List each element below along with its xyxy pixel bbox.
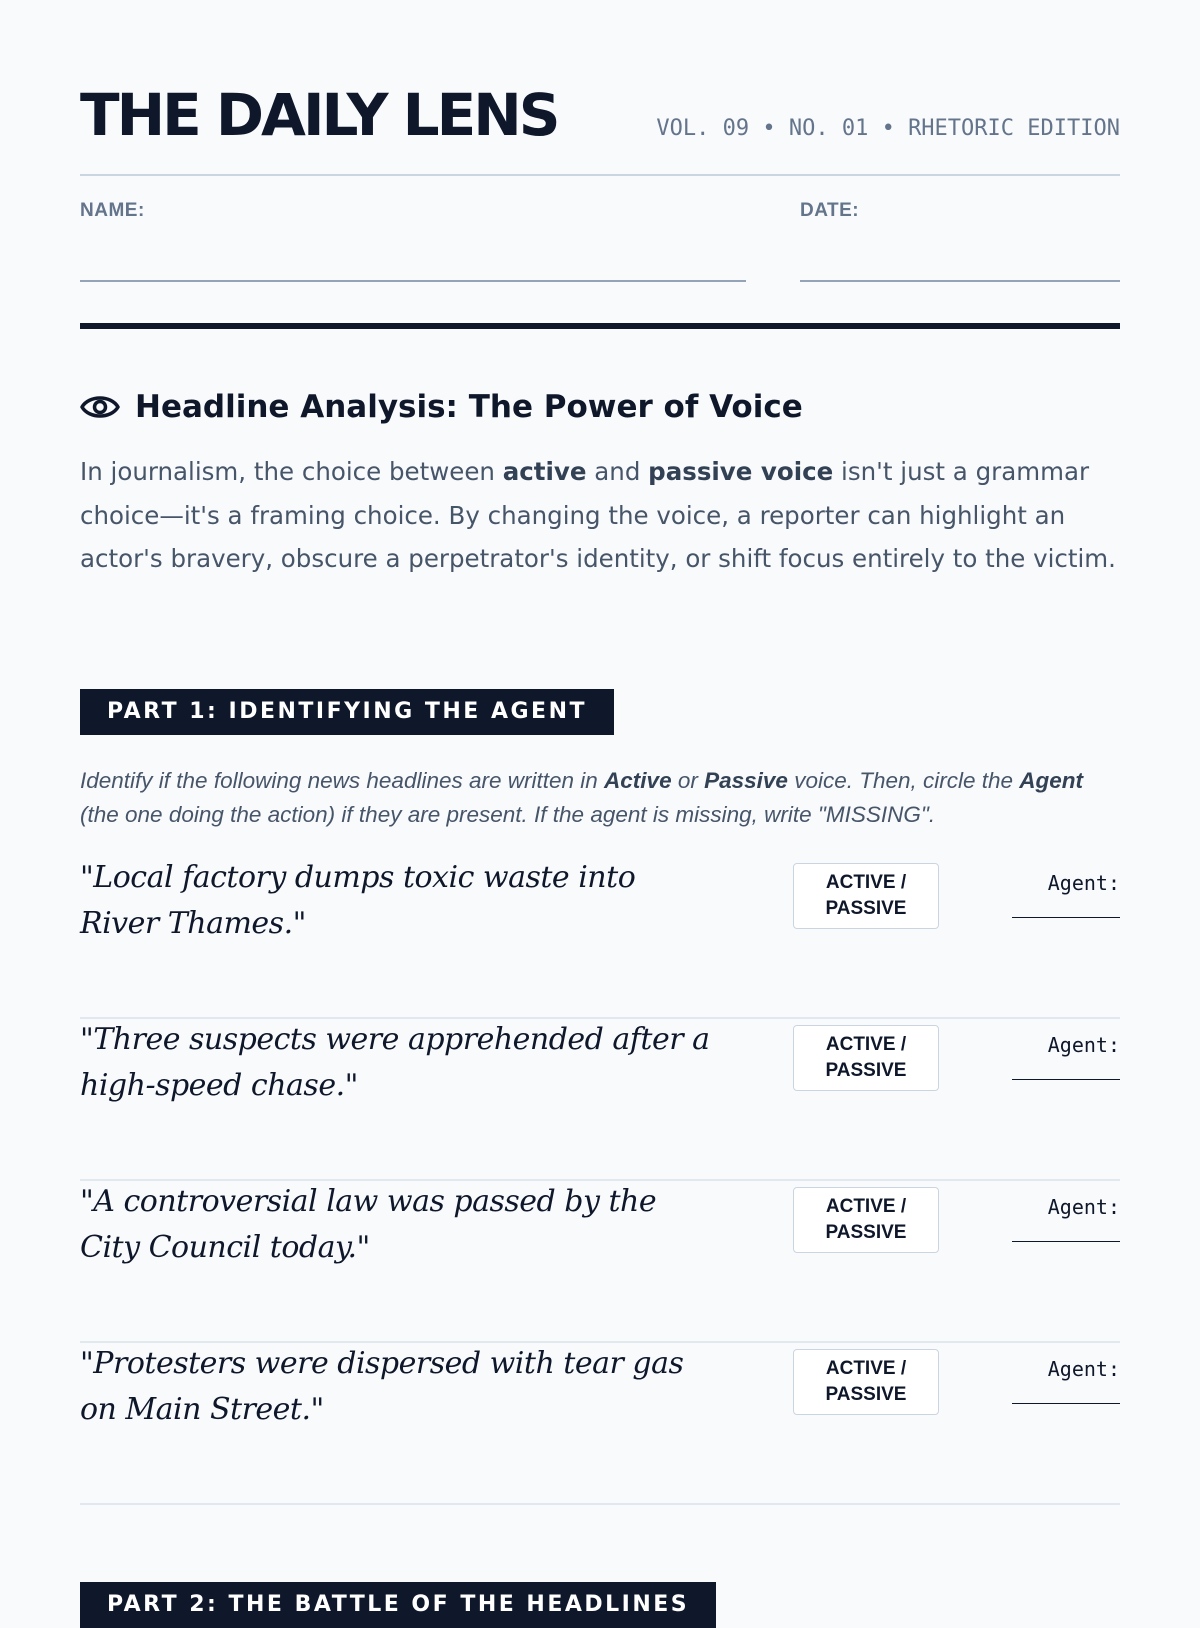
- section-title: Headline Analysis: The Power of Voice: [135, 389, 803, 425]
- masthead: [80, 82, 1120, 176]
- part2-badge: PART 2: THE BATTLE OF THE HEADLINES: [80, 1582, 716, 1628]
- instructions-text: or: [671, 768, 705, 793]
- part1-badge: PART 1: IDENTIFYING THE AGENT: [80, 689, 614, 735]
- date-field[interactable]: [800, 280, 1120, 282]
- heavy-divider: [80, 323, 1120, 329]
- headline-text: "Three suspects were apprehended after a high-speed chase.": [80, 1022, 710, 1103]
- voice-choice-box[interactable]: ACTIVE / PASSIVE: [793, 1187, 939, 1253]
- agent-answer-line[interactable]: [1012, 1403, 1120, 1404]
- edition-line: VOL. 09 • NO. 01 • RHETORIC EDITION: [656, 116, 1120, 141]
- instructions-emphasis: Agent: [1019, 768, 1084, 793]
- voice-choice-box[interactable]: ACTIVE / PASSIVE: [793, 1349, 939, 1415]
- eye-icon: [80, 391, 120, 423]
- instructions-text: voice. Then, circle the: [787, 768, 1020, 793]
- agent-label: Agent:: [1047, 871, 1120, 895]
- intro-paragraph: [80, 450, 1120, 581]
- voice-choice-box[interactable]: ACTIVE / PASSIVE: [793, 863, 939, 929]
- instructions-text: (the one doing the action) if they are present. If the agent is missing, write "MISSING".: [80, 802, 936, 827]
- agent-answer-line[interactable]: [1012, 917, 1120, 918]
- publication-logo: THE DAILY LENS: [80, 81, 558, 149]
- intro-emphasis-active: active: [502, 457, 587, 486]
- headline-text: "Protesters were dispersed with tear gas on Main Street.": [80, 1346, 684, 1427]
- name-field[interactable]: [80, 280, 746, 282]
- headline-text: "Local factory dumps toxic waste into River Thames.": [80, 860, 636, 941]
- agent-label: Agent:: [1047, 1033, 1120, 1057]
- instructions-text: Identify if the following news headlines are written in: [80, 768, 605, 793]
- headline-text: "A controversial law was passed by the City Council today.": [80, 1184, 657, 1265]
- voice-choice-box[interactable]: ACTIVE / PASSIVE: [793, 1025, 939, 1091]
- headline-row: [80, 855, 1120, 1019]
- section-heading: [80, 385, 803, 429]
- intro-text: and: [586, 457, 649, 486]
- instructions-emphasis: Active: [604, 768, 672, 793]
- agent-answer-line[interactable]: [1012, 1079, 1120, 1080]
- headline-row: [80, 1179, 1120, 1343]
- agent-label: Agent:: [1047, 1195, 1120, 1219]
- intro-emphasis-passive: passive voice: [648, 457, 834, 486]
- name-label: NAME:: [80, 200, 145, 221]
- agent-answer-line[interactable]: [1012, 1241, 1120, 1242]
- part1-instructions: [80, 764, 1120, 832]
- instructions-emphasis: Passive: [704, 768, 788, 793]
- agent-label: Agent:: [1047, 1357, 1120, 1381]
- date-label: DATE:: [800, 200, 860, 221]
- intro-text: In journalism, the choice between: [80, 457, 503, 486]
- intro-text: isn't just a grammar choice—it's a framing choice. By changing the voice, a reporter can highlight an actor's bravery, obscure a perpetrator's identity, or shift focus entirely to the victim.: [80, 457, 1116, 573]
- headline-row: [80, 1017, 1120, 1181]
- headline-row: [80, 1341, 1120, 1505]
